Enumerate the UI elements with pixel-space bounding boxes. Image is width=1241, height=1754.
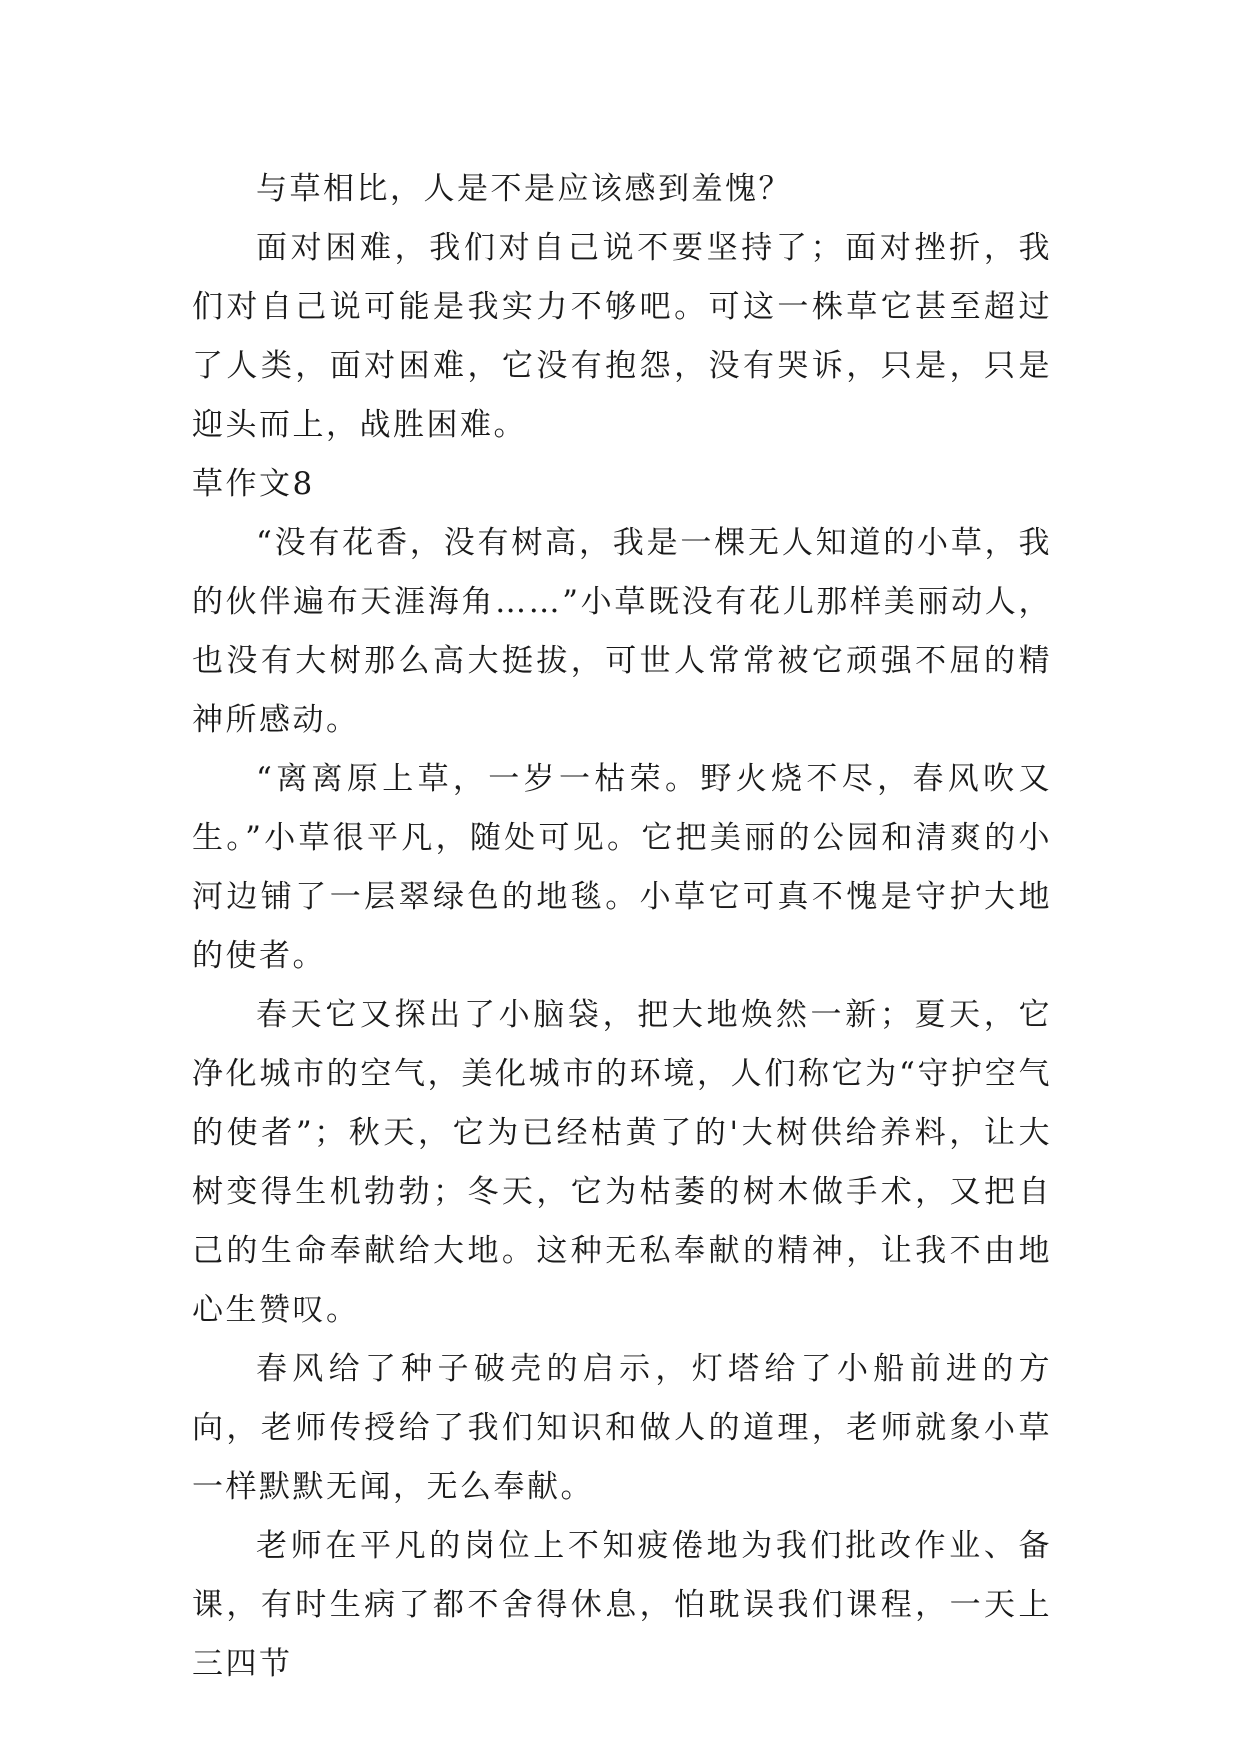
paragraph-2: 面对困难，我们对自己说不要坚持了；面对挫折，我们对自己说可能是我实力不够吧。可这一株草它甚至超过了人类，面对困难，它没有抱怨，没有哭诉，只是，只是迎头而上，战胜困难。 [192,230,1052,443]
section-paragraph-5: 老师在平凡的岗位上不知疲倦地为我们批改作业、备课，有时生病了都不舍得休息，怕耽误我们课程，一天上三四节 [192,1528,1052,1682]
section-title: 草作文8 [192,466,315,502]
section-paragraph-2: “离离原上草，一岁一枯荣。野火烧不尽，春风吹又生。”小草很平凡，随处可见。它把美丽的公园和清爽的小河边铺了一层翠绿色的地毯。小草它可真不愧是守护大地的使者。 [192,761,1052,974]
section-paragraph-3: 春天它又探出了小脑袋，把大地焕然一新；夏天，它净化城市的空气，美化城市的环境，人们称它为“守护空气的使者”；秋天，它为已经枯黄了的'大树供给养料，让大树变得生机勃勃；冬天，它为枯萎的树木做手术，又把自己的生命奉献给大地。这种无私奉献的精神，让我不由地心生赞叹。 [192,997,1052,1328]
paragraph-1: 与草相比，人是不是应该感到羞愧？ [256,171,792,207]
section-paragraph-4: 春风给了种子破壳的启示，灯塔给了小船前进的方向，老师传授给了我们知识和做人的道理，老师就象小草一样默默无闻，无么奉献。 [192,1351,1052,1505]
section-paragraph-1: “没有花香，没有树高，我是一棵无人知道的小草，我的伙伴遍布天涯海角……”小草既没有花儿那样美丽动人，也没有大树那么高大挺拔，可世人常常被它顽强不屈的精神所感动。 [192,525,1052,738]
document-body [192,160,1052,1694]
